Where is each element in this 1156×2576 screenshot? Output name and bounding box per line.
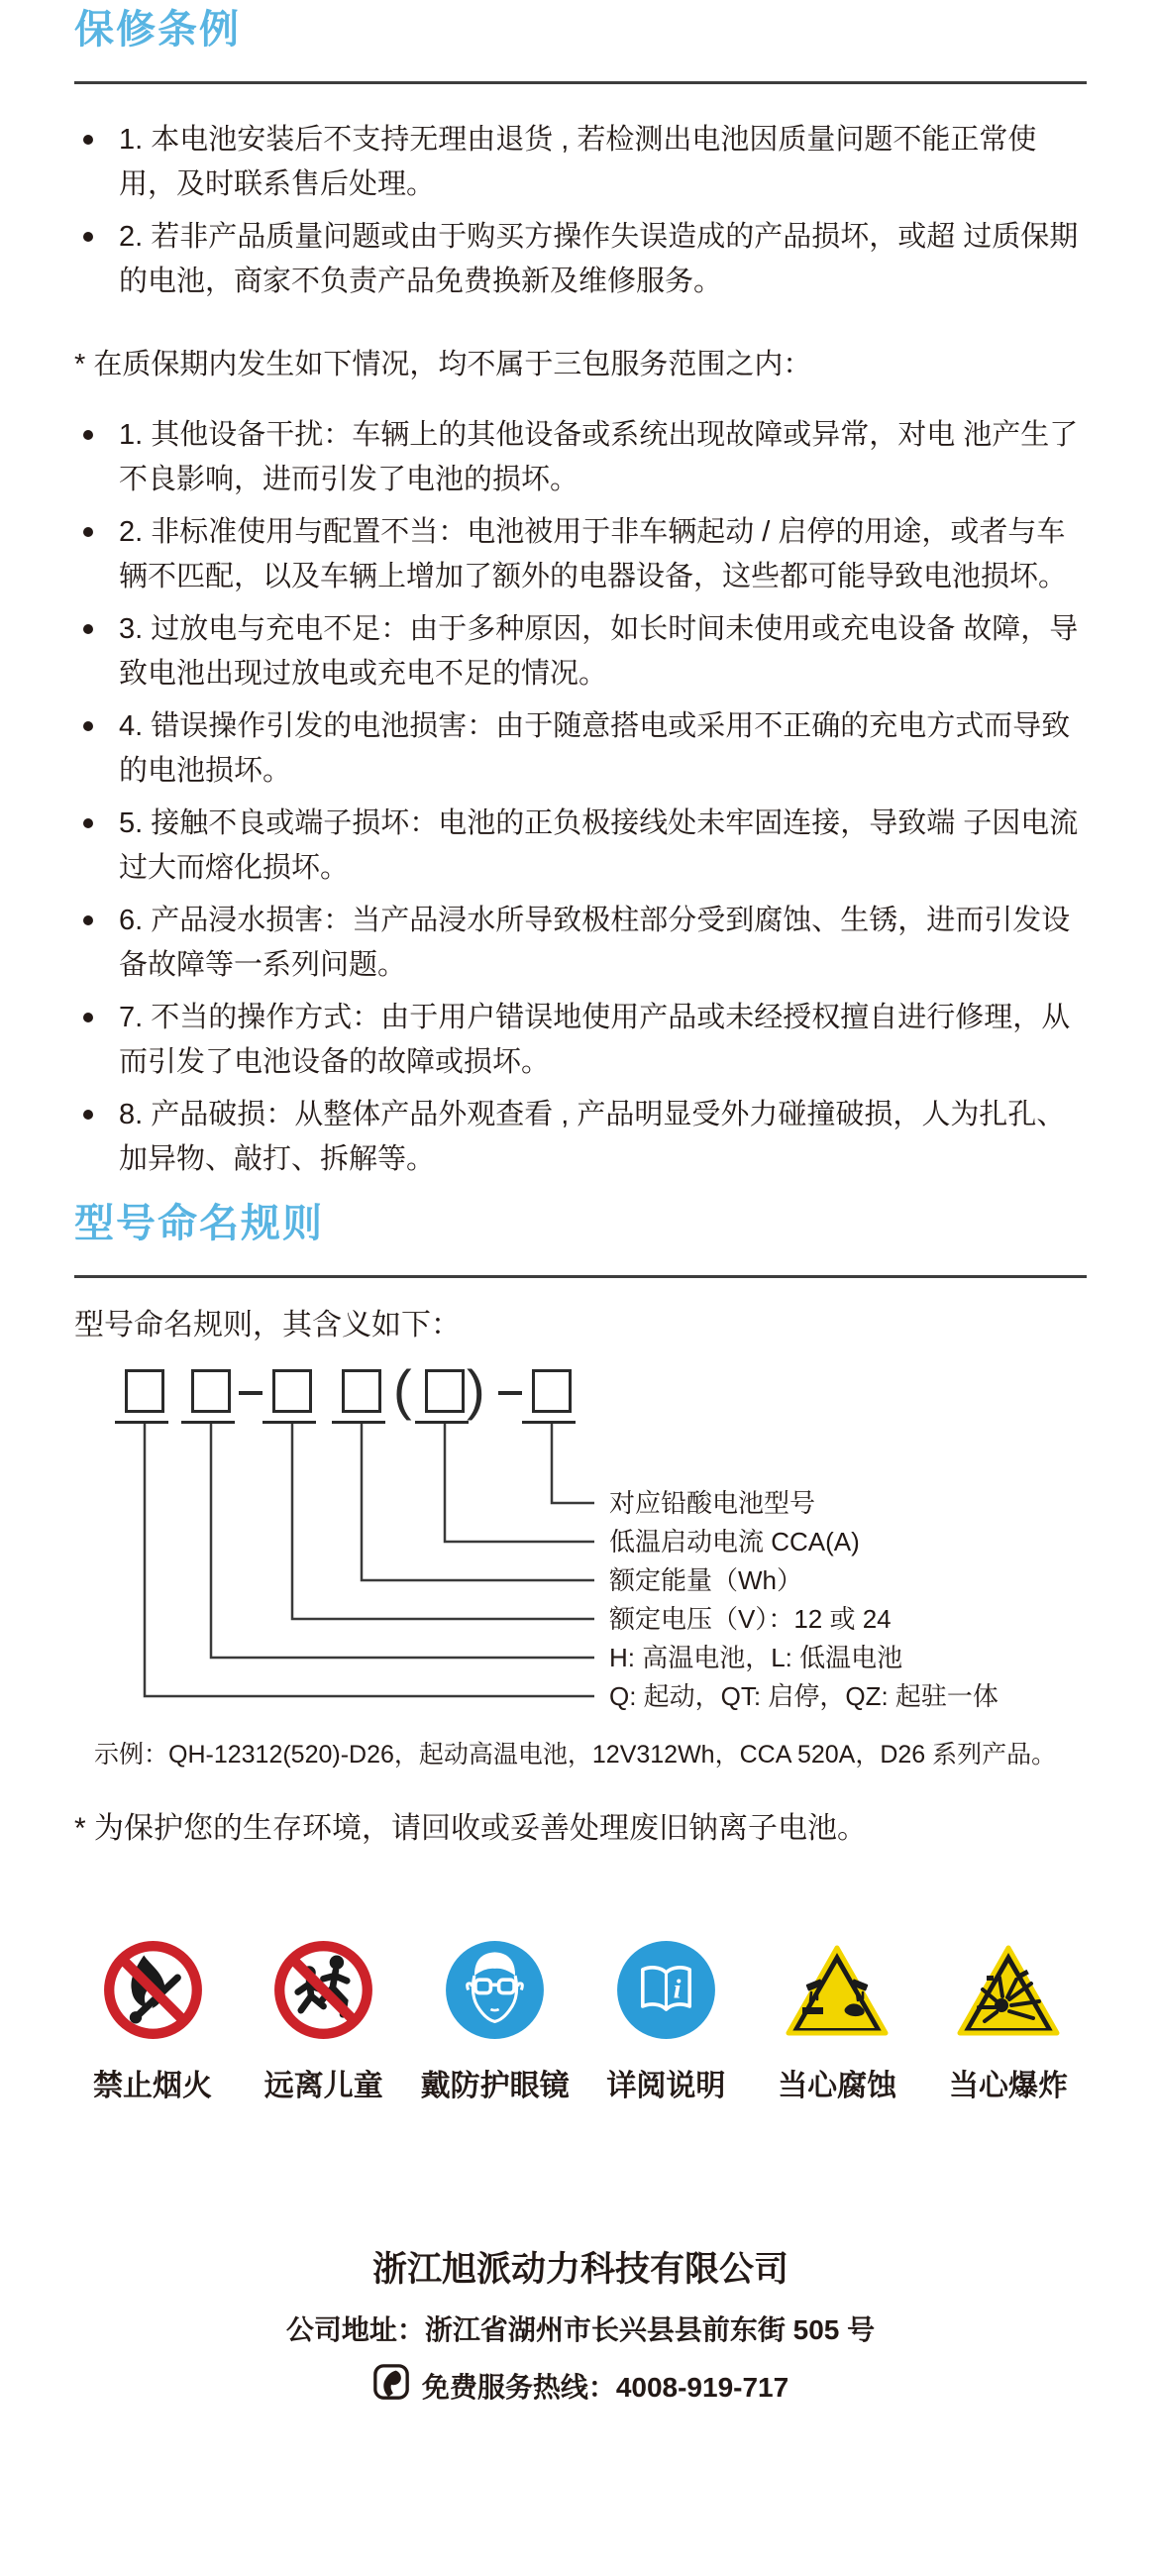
safety-icon-label: 戴防护眼镜 bbox=[420, 2070, 570, 2102]
hotline-row bbox=[74, 2363, 1087, 2411]
safety-icon-label: 当心爆炸 bbox=[948, 2070, 1068, 2102]
list-item bbox=[74, 996, 1087, 1085]
model-code-box-1 bbox=[125, 1369, 164, 1413]
list-item bbox=[74, 1093, 1087, 1182]
box-underline bbox=[115, 1421, 168, 1424]
model-naming-section bbox=[74, 1200, 1087, 1852]
model-code-dash bbox=[498, 1391, 522, 1395]
box-underline bbox=[522, 1421, 576, 1424]
list-item bbox=[74, 215, 1087, 304]
list-item bbox=[74, 118, 1087, 207]
list-item-text: 1. 本电池安装后不支持无理由退货 , 若检测出电池因质量问题不能正常使用，及时联系售后处理。 bbox=[119, 124, 1037, 200]
list-item bbox=[74, 802, 1087, 891]
box-underline bbox=[263, 1421, 316, 1424]
safety-icon-block bbox=[417, 1939, 574, 2106]
read-instructions-icon bbox=[615, 1939, 717, 2041]
bullet-dot bbox=[83, 1110, 93, 1120]
phone-icon bbox=[372, 2363, 410, 2411]
bullet-dot bbox=[83, 1013, 93, 1022]
bullet-dot bbox=[83, 721, 93, 731]
model-code-dash bbox=[239, 1391, 263, 1395]
list-item-text: 6. 产品浸水损害：当产品浸水所导致极柱部分受到腐蚀、生锈，进而引发设备故障等一系列问题。 bbox=[119, 905, 1071, 981]
paren-open: ( bbox=[393, 1358, 412, 1421]
warranty-exclusions-list bbox=[74, 413, 1087, 1182]
model-code-box-4 bbox=[342, 1369, 381, 1413]
bullet-dot bbox=[83, 624, 93, 634]
safety-icon-label: 当心腐蚀 bbox=[778, 2070, 897, 2102]
list-item-text: 8. 产品破损：从整体产品外观查看 , 产品明显受外力碰撞破损，人为扎孔、加异物、敲打、拆解等。 bbox=[119, 1099, 1066, 1175]
list-item-text: 2. 若非产品质量问题或由于购买方操作失误造成的产品损坏，或超 过质保期的电池，商家不负责产品免费换新及维修服务。 bbox=[119, 221, 1079, 297]
model-code-box-5 bbox=[425, 1369, 465, 1413]
list-item bbox=[74, 510, 1087, 599]
wear-eye-protection-icon bbox=[444, 1939, 546, 2041]
section-divider bbox=[74, 1275, 1087, 1278]
model-code-box-2 bbox=[191, 1369, 231, 1413]
info-glyph: i bbox=[673, 1974, 682, 2005]
list-item-text: 7. 不当的操作方式：由于用户错误地使用产品或未经授权擅自进行修理，从而引发了电池设备的故障或损坏。 bbox=[119, 1002, 1071, 1078]
no-open-flames-icon bbox=[102, 1939, 204, 2041]
safety-icon-block bbox=[246, 1939, 402, 2106]
corrosion-warning-icon bbox=[782, 1939, 893, 2041]
model-naming-intro: 型号命名规则，其含义如下： bbox=[74, 1309, 461, 1342]
explosion-warning-icon bbox=[953, 1939, 1064, 2041]
company-address: 公司地址：浙江省湖州市长兴县县前东街 505 号 bbox=[285, 2314, 876, 2345]
diagram-label-start-type: Q: 起动，QT: 启停，QZ: 起驻一体 bbox=[609, 1681, 998, 1711]
list-item bbox=[74, 704, 1087, 794]
safety-icon-label: 详阅说明 bbox=[606, 2070, 726, 2102]
bullet-dot bbox=[83, 527, 93, 537]
safety-icons-row bbox=[74, 1939, 1087, 2106]
bullet-dot bbox=[83, 430, 93, 440]
bullet-dot bbox=[83, 915, 93, 925]
recycle-note: * 为保护您的生存环境，请回收或妥善处理废旧钠离子电池。 bbox=[74, 1812, 868, 1845]
model-naming-example: 示例：QH-12312(520)-D26，起动高温电池，12V312Wh，CCA 520A，D26 系列产品。 bbox=[94, 1741, 1057, 1769]
warranty-section-title: 保修条例 bbox=[74, 8, 241, 52]
list-item-text: 1. 其他设备干扰：车辆上的其他设备或系统出现故障或异常，对电 池产生了不良影响，进而引发了电池的损坏。 bbox=[119, 419, 1079, 495]
box-underline bbox=[181, 1421, 235, 1424]
paren-close: ) bbox=[467, 1358, 485, 1421]
list-item bbox=[74, 607, 1087, 697]
model-code-box-6 bbox=[532, 1369, 572, 1413]
list-item bbox=[74, 899, 1087, 988]
bullet-dot bbox=[83, 232, 93, 242]
list-item-text: 2. 非标准使用与配置不当：电池被用于非车辆起动 / 启停的用途，或者与车辆不匹配，以及车辆上增加了额外的电器设备，这些都可能导致电池损坏。 bbox=[119, 516, 1068, 592]
model-code-box-3 bbox=[272, 1369, 312, 1413]
list-item-text: 3. 过放电与充电不足：由于多种原因，如长时间未使用或充电设备 故障，导致电池出现过放电或充电不足的情况。 bbox=[119, 613, 1079, 690]
section-divider bbox=[74, 81, 1087, 84]
safety-icon-block bbox=[74, 1939, 231, 2106]
keep-away-from-children-icon bbox=[272, 1939, 374, 2041]
warranty-terms-list bbox=[74, 118, 1087, 304]
diagram-label-cca-current: 低温启动电流 CCA(A) bbox=[609, 1527, 860, 1556]
model-naming-diagram bbox=[74, 1358, 1087, 1733]
bullet-dot bbox=[83, 135, 93, 145]
model-naming-section-title: 型号命名规则 bbox=[74, 1202, 324, 1245]
hotline-text: 免费服务热线：4008-919-717 bbox=[421, 2371, 789, 2403]
list-item-text: 4. 错误操作引发的电池损害：由于随意搭电或采用不正确的充电方式而导致的电池损坏。 bbox=[119, 710, 1071, 787]
safety-icon-block bbox=[587, 1939, 744, 2106]
box-underline bbox=[415, 1421, 469, 1424]
safety-icon-block bbox=[759, 1939, 915, 2106]
warranty-exclusion-note: * 在质保期内发生如下情况，均不属于三包服务范围之内： bbox=[74, 349, 812, 380]
company-name: 浙江旭派动力科技有限公司 bbox=[371, 2250, 788, 2289]
list-item-text: 5. 接触不良或端子损坏：电池的正负极接线处未牢固连接，导致端 子因电流过大而熔化损坏。 bbox=[119, 807, 1079, 884]
bullet-dot bbox=[83, 818, 93, 828]
footer bbox=[74, 2245, 1087, 2411]
diagram-label-rated-voltage: 额定电压（V）：12 或 24 bbox=[609, 1604, 892, 1634]
safety-icon-label: 禁止烟火 bbox=[93, 2070, 212, 2102]
diagram-label-temperature-type: H: 高温电池，L: 低温电池 bbox=[609, 1643, 903, 1672]
safety-icon-block bbox=[930, 1939, 1087, 2106]
safety-icon-label: 远离儿童 bbox=[263, 2070, 383, 2102]
diagram-label-lead-acid-model: 对应铅酸电池型号 bbox=[609, 1488, 816, 1518]
list-item bbox=[74, 413, 1087, 502]
box-underline bbox=[332, 1421, 385, 1424]
warranty-section bbox=[74, 6, 1087, 1182]
diagram-label-rated-energy: 额定能量（Wh） bbox=[609, 1565, 803, 1595]
